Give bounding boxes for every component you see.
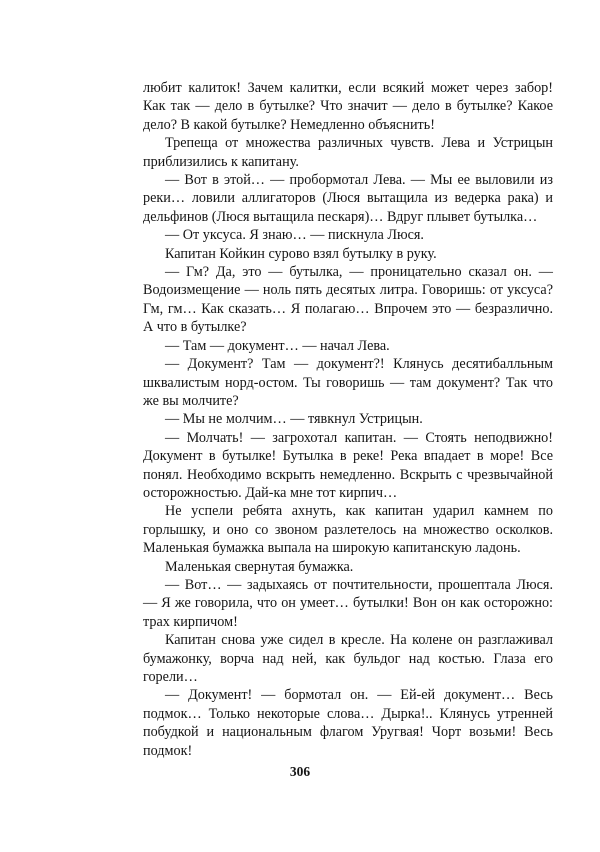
paragraph: — Документ! — бормотал он. — Ей-ей документ… Весь подмок… Только некоторые слова… Дырка!.. Клянусь утренней побудкой и национальным флагом Уругвая! Чорт возьми! Весь подмок! <box>143 687 553 759</box>
paragraph: Капитан Койкин сурово взял бутылку в руку. <box>165 245 437 262</box>
paragraph: — Вот… — задыхаясь от почтительности, прошептала Люся. — Я же говорила, что он умеет… бутылки! Вон он как осторожно: трах кирпичом! <box>143 576 553 630</box>
paragraph: Трепеща от множества различных чувств. Лева и Устрицын приблизились к капитану. <box>143 135 553 170</box>
paragraph: — Гм? Да, это — бутылка, — проницательно сказал он. — Водоизмещение — ноль пять десятых литра. Говоришь: от уксуса? Гм, гм… Как сказать… Я полагаю… Впрочем это — безразлично. А что в бутылке? <box>143 264 553 336</box>
paragraph: — От уксуса. Я знаю… — пискнула Люся. <box>165 227 424 244</box>
paragraph: — Документ? Там — документ?! Клянусь десятибалльным шквалистым норд-остом. Ты говоришь — там документ? Так что же вы молчите? <box>143 356 553 409</box>
paragraph: Капитан снова уже сидел в кресле. На колене он разглаживал бумажонку, ворча над ней, как бульдог над костью. Глаза его горели… <box>143 632 553 685</box>
paragraph: Не успели ребята ахнуть, как капитан ударил камнем по горлышку, и оно со звоном разлетелось на множество осколков. Маленькая бумажка выпала на широкую капитанскую ладонь. <box>143 503 553 557</box>
paragraph: любит калиток! Зачем калитки, если всякий может через забор! Как так — дело в бутылке? Что значит — дело в бутылке? Какое дело? В какой бутылке? Немедленно объяснить! <box>143 80 553 133</box>
paragraph: — Мы не молчим… — тявкнул Устрицын. <box>165 411 423 428</box>
page-number: 306 <box>289 764 311 779</box>
paragraph: — Молчать! — загрохотал капитан. — Стоять неподвижно! Документ в бутылке! Бутылка в реке! Река впадает в море! Все понял. Необходимо вскрыть немедленно. Вскрыть с чрезвычайной осторожностью. Дай-ка мне тот кирпич… <box>143 429 553 501</box>
paragraph: Маленькая свернутая бумажка. <box>165 558 354 575</box>
body-text <box>143 79 553 760</box>
paragraph: — Там — документ… — начал Лева. <box>165 337 390 354</box>
paragraph: — Вот в этой… — пробормотал Лева. — Мы ее выловили из реки… ловили аллигаторов (Люся вытащила из ведерка рака) и дельфинов (Люся вытащила пескаря)… Вдруг плывет бутылка… <box>143 172 553 225</box>
